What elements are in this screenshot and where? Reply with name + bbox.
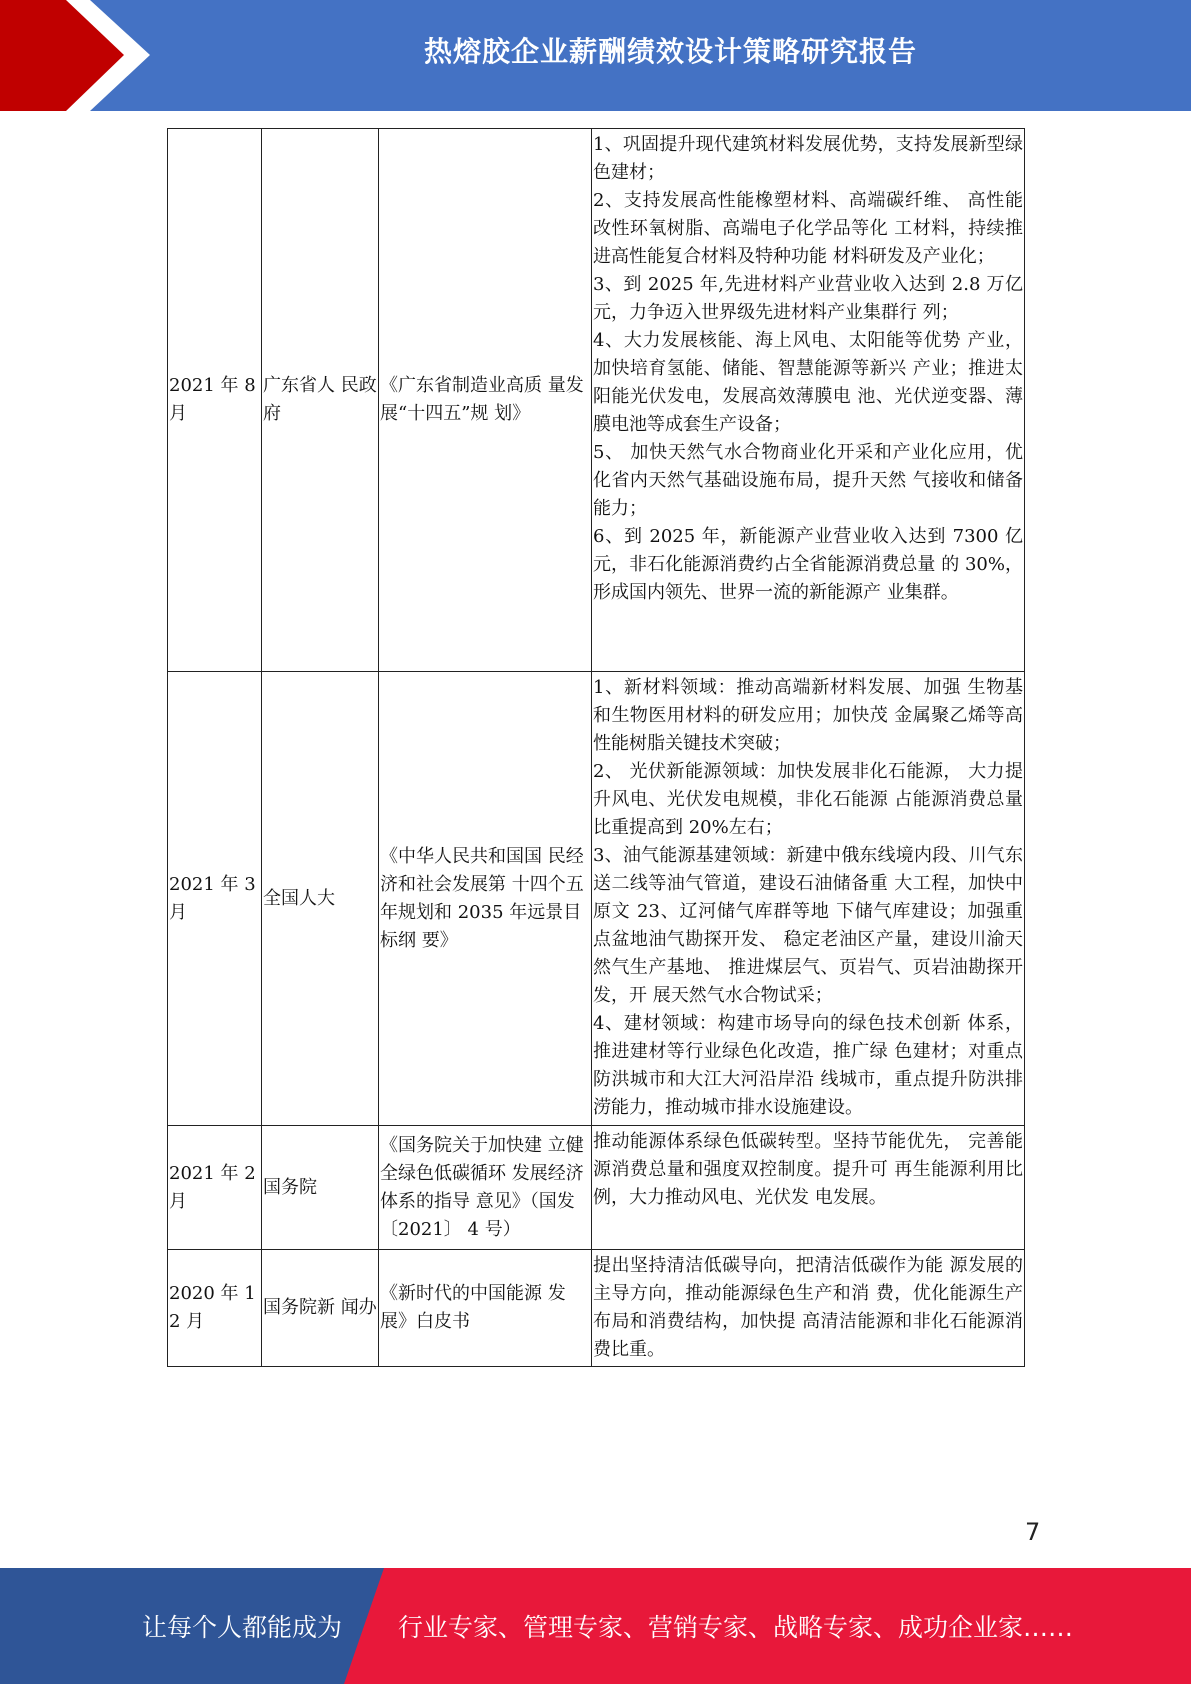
document-cell: 《广东省制造业高质 量发展“十四五”规 划》 bbox=[379, 129, 592, 672]
content-paragraph: 4、建材领域：构建市场导向的绿色技术创新 体系，推进建材等行业绿色化改造，推广绿 色建材；对重点防洪城市和大江大河沿岸沿 线城市，重点提升防洪排涝能力，推动城市排水设施建设。 bbox=[593, 1013, 1023, 1118]
content-clip bbox=[593, 674, 1023, 1122]
footer-banner bbox=[0, 1568, 1191, 1684]
issuer-cell: 国务院 bbox=[262, 1126, 379, 1250]
document-cell: 《国务院关于加快建 立健全绿色低碳循环 发展经济体系的指导 意见》（国发〔2021〕 4 号） bbox=[379, 1126, 592, 1250]
report-title: 热熔胶企业薪酬绩效设计策略研究报告 bbox=[423, 35, 917, 68]
content-paragraph: 提出坚持清洁低碳导向，把清洁低碳作为能 源发展的主导方向，推动能源绿色生产和消 费，优化能源生产布局和消费结构，加快提 高清洁能源和非化石能源消费比重。 bbox=[593, 1255, 1023, 1360]
content-paragraph: 5、 加快天然气水合物商业化开采和产业化应用，优化省内天然气基础设施布局，提升天然 气接收和储备能力； bbox=[593, 442, 1023, 519]
policy-table bbox=[167, 128, 1025, 1367]
date-cell: 2021 年 3 月 bbox=[168, 672, 262, 1126]
date-cell: 2021 年 8 月 bbox=[168, 129, 262, 672]
content-paragraph: 1、巩固提升现代建筑材料发展优势，支持发展新型绿色建材； bbox=[593, 134, 1023, 183]
table-row bbox=[168, 129, 1025, 672]
content-cell bbox=[592, 129, 1025, 672]
content-paragraph: 4、大力发展核能、海上风电、太阳能等优势 产业，加快培育氢能、储能、智慧能源等新兴 产业；推进太阳能光伏发电，发展高效薄膜电 池、光伏逆变器、薄膜电池等成套生产设备； bbox=[593, 330, 1023, 435]
content-cell bbox=[592, 1126, 1025, 1250]
date-cell: 2021 年 2 月 bbox=[168, 1126, 262, 1250]
content-paragraph: 2、支持发展高性能橡塑材料、高端碳纤维、 高性能改性环氧树脂、高端电子化学品等化 工材料，持续推进高性能复合材料及特种功能 材料研发及产业化； bbox=[593, 190, 1023, 267]
issuer-cell: 国务院新 闻办 bbox=[262, 1250, 379, 1367]
table-row bbox=[168, 1250, 1025, 1367]
content-cell bbox=[592, 672, 1025, 1126]
content-paragraph: 2、 光伏新能源领域：加快发展非化石能源， 大力提升风电、光伏发电规模，非化石能源 占能源消费总量比重提高到 20%左右； bbox=[593, 761, 1023, 838]
footer-slogan-right: 行业专家、管理专家、营销专家、战略专家、成功企业家…… bbox=[398, 1613, 1074, 1642]
content-paragraph: 1、新材料领域：推动高端新材料发展、加强 生物基和生物医用材料的研发应用；加快茂 金属聚乙烯等高性能树脂关键技术突破； bbox=[593, 677, 1023, 754]
date-cell: 2020 年 12 月 bbox=[168, 1250, 262, 1367]
page-number: 7 bbox=[1025, 1518, 1041, 1546]
issuer-cell: 广东省人 民政府 bbox=[262, 129, 379, 672]
content-cell bbox=[592, 1250, 1025, 1367]
content-paragraph: 3、到 2025 年,先进材料产业营业收入达到 2.8 万亿元，力争迈入世界级先进材料产业集群行 列； bbox=[593, 274, 1023, 323]
content-paragraph: 推动能源体系绿色低碳转型。坚持节能优先， 完善能源消费总量和强度双控制度。提升可 再生能源利用比例，大力推动风电、光伏发 电发展。 bbox=[593, 1131, 1023, 1208]
document-cell: 《新时代的中国能源 发展》白皮书 bbox=[379, 1250, 592, 1367]
content-paragraph: 6、到 2025 年，新能源产业营业收入达到 7300 亿元，非石化能源消费约占全省能源消费总量 的 30%，形成国内领先、世界一流的新能源产 业集群。 bbox=[593, 526, 1023, 603]
table-row bbox=[168, 672, 1025, 1126]
header-banner bbox=[0, 0, 1191, 111]
header-arrow-decoration bbox=[0, 0, 160, 111]
issuer-cell: 全国人大 bbox=[262, 672, 379, 1126]
table-row bbox=[168, 1126, 1025, 1250]
footer-slogan-left: 让每个人都能成为 bbox=[142, 1613, 343, 1642]
document-cell: 《中华人民共和国国 民经济和社会发展第 十四个五年规划和 2035 年远景目标纲 要》 bbox=[379, 672, 592, 1126]
content-paragraph: 3、油气能源基建领域：新建中俄东线境内段、川气东送二线等油气管道，建设石油储备重 大工程，加快中原文 23、辽河储气库群等地 下储气库建设；加强重点盆地油气勘探开发、 稳定老油区产量，建设川渝天然气生产基地、 推进煤层气、页岩气、页岩油勘探开发，开 展天然气水合物试采； bbox=[593, 845, 1023, 1006]
